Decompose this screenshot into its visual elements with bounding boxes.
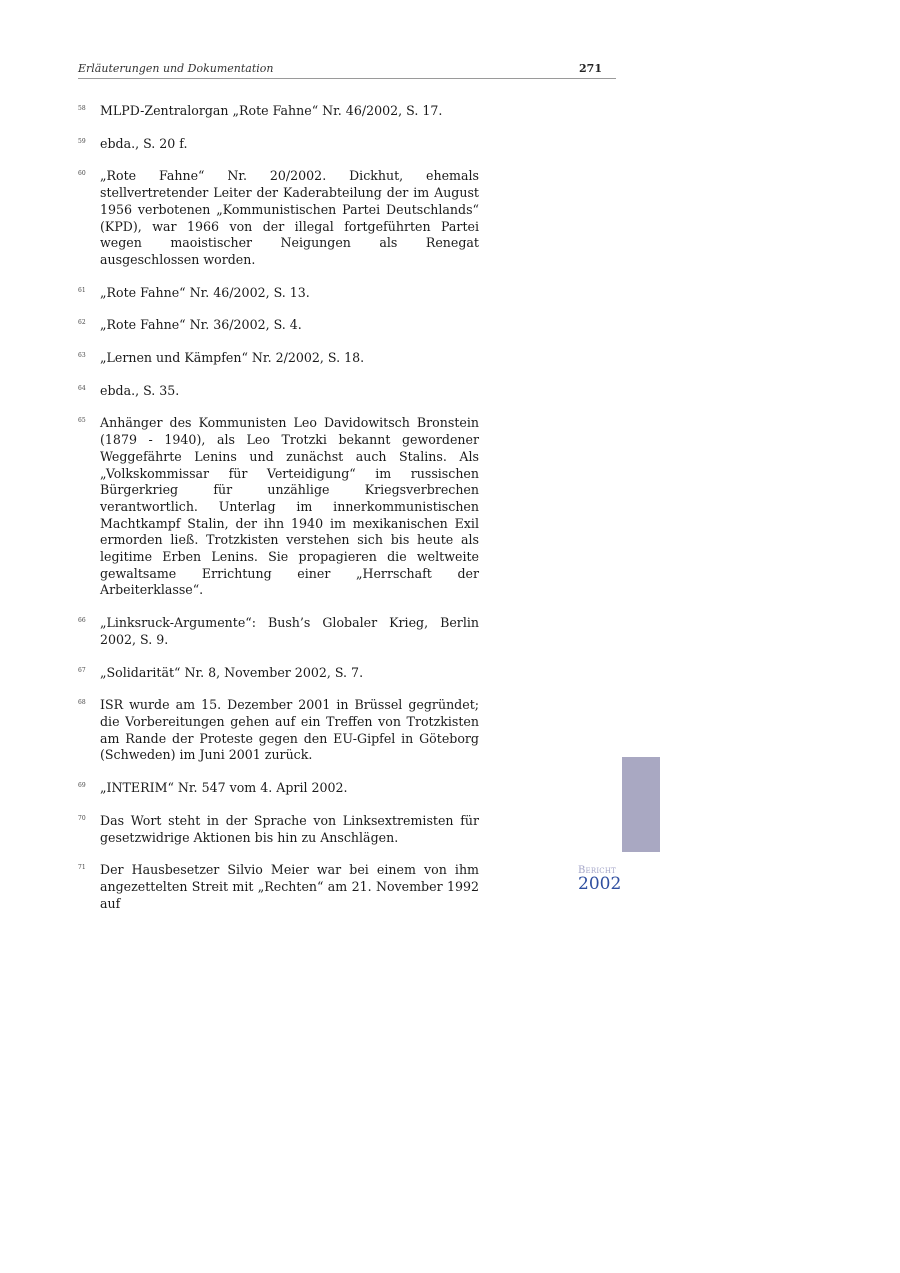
footnote-number: 71	[78, 864, 86, 872]
footnote-60	[78, 168, 479, 268]
footnote-text: „Rote Fahne“ Nr. 36/2002, S. 4.	[100, 317, 302, 333]
page-header	[78, 62, 616, 79]
footnote-66	[78, 615, 479, 648]
footnote-number: 64	[78, 384, 86, 392]
footnote-number: 70	[78, 814, 86, 822]
footnote-number: 59	[78, 137, 86, 145]
footnote-70	[78, 813, 479, 846]
footnote-number: 66	[78, 617, 86, 625]
footnote-62	[78, 317, 479, 334]
sidebar-color-bar	[622, 757, 660, 852]
footnote-number: 67	[78, 666, 86, 674]
page-number: 271	[579, 62, 602, 75]
footnote-59	[78, 136, 479, 153]
footnote-71	[78, 862, 479, 912]
footnote-text: „Lernen und Kämpfen“ Nr. 2/2002, S. 18.	[100, 350, 365, 366]
footnote-text: Der Hausbesetzer Silvio Meier war bei einem von ihm angezettelten Streit mit „Rechten“ am 21. November 1992 auf	[100, 862, 479, 911]
footnote-number: 60	[78, 170, 86, 178]
footnote-number: 58	[78, 105, 86, 112]
footnote-number: 69	[78, 782, 86, 790]
footnote-list	[78, 103, 479, 928]
footnote-text: „Solidarität“ Nr. 8, November 2002, S. 7.	[100, 664, 364, 680]
footnote-text: ebda., S. 35.	[100, 382, 180, 398]
footnote-number: 62	[78, 319, 86, 327]
header-title: Erläuterungen und Dokumentation	[78, 62, 274, 75]
footnote-text: „Rote Fahne“ Nr. 20/2002. Dickhut, ehemals stellvertretender Leiter der Kaderabteilung der im August 1956 verbotenen „Kommunistischen Partei Deutschlands“ (KPD), war 1966 von der illegal fortgeführten Partei wegen maoistischer Neigungen als Renegat ausgeschlossen worden.	[100, 168, 479, 267]
footnote-64	[78, 383, 479, 400]
footnote-text: Das Wort steht in der Sprache von Linksextremisten für gesetzwidrige Aktionen bis hin zu Anschlägen.	[100, 812, 479, 845]
footnote-text: „Linksruck-Argumente“: Bush’s Globaler Krieg, Berlin 2002, S. 9.	[100, 615, 479, 647]
footnote-67	[78, 665, 479, 682]
footnote-text: „INTERIM“ Nr. 547 vom 4. April 2002.	[100, 780, 348, 796]
logo-bericht-text: Bericht	[578, 865, 617, 876]
footnote-text: „Rote Fahne“ Nr. 46/2002, S. 13.	[100, 284, 310, 300]
footnote-text: Anhänger des Kommunisten Leo Davidowitsch Bronstein (1879 - 1940), als Leo Trotzki bekannt gewordener Weggefährte Lenins und zunächst auch Stalins. Als „Volkskommissar für Verteidigung“ im russischen Bürgerkrieg für unzählige Kriegsverbrechen verantwortlich. Unterlag im innerkommunistischen Machtkampf Stalin, der ihn 1940 im mexikanischen Exil ermorden ließ. Trotzkisten verstehen sich bis heute als legitime Erben Lenins. Sie propagieren die weltweite gewaltsame Errichtung einer „Herrschaft der Arbeiterklasse“.	[100, 415, 479, 598]
footnote-61	[78, 285, 479, 302]
footnote-text: ISR wurde am 15. Dezember 2001 in Brüssel gegründet; die Vorbereitungen gehen auf ein Treffen von Trotzkisten am Rande der Proteste gegen den EU-Gipfel in Göteborg (Schweden) im Juni 2001 zurück.	[100, 697, 479, 763]
footnote-63	[78, 350, 479, 367]
footnote-number: 65	[78, 417, 86, 425]
footnote-69	[78, 780, 479, 797]
footnote-58	[78, 103, 479, 120]
footnote-number: 61	[78, 286, 86, 294]
footnote-65	[78, 415, 479, 599]
footnote-68	[78, 697, 479, 764]
logo-year: 2002	[578, 874, 622, 894]
footnote-text: MLPD-Zentralorgan „Rote Fahne“ Nr. 46/2002, S. 17.	[100, 103, 443, 118]
report-logo	[578, 866, 638, 892]
footnote-number: 68	[78, 699, 86, 707]
footnote-text: ebda., S. 20 f.	[100, 135, 188, 151]
footnote-number: 63	[78, 352, 86, 360]
